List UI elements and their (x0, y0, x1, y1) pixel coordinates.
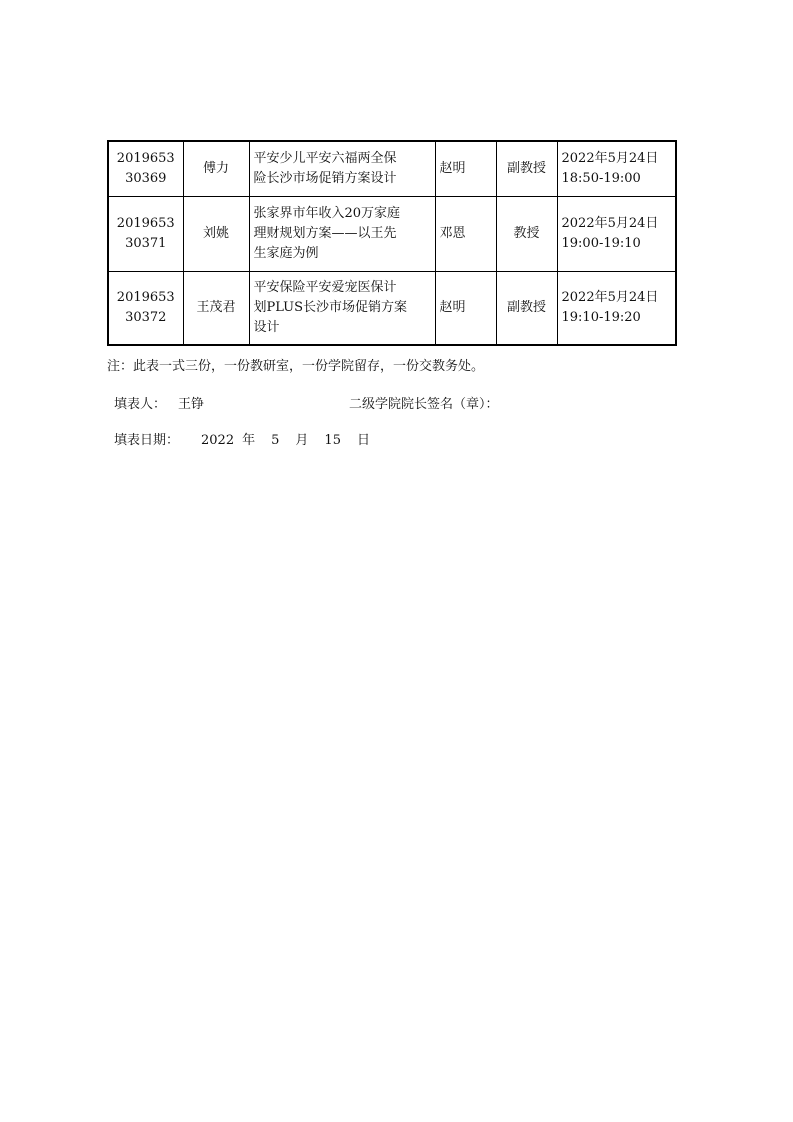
defense-time-cell: 2022年5月24日 19:10-19:20 (557, 272, 676, 346)
fill-date-day-unit: 日 (356, 433, 370, 448)
student-id-cell: 2019653 30372 (108, 272, 183, 346)
student-id-cell: 2019653 30371 (108, 197, 183, 272)
table-row (108, 197, 676, 272)
thesis-title-cell: 平安保险平安爱宠医保计 划PLUS长沙市场促销方案 设计 (249, 272, 435, 346)
fill-date-day: 15 (324, 433, 341, 448)
advisor-cell: 邓恩 (435, 197, 496, 272)
advisor-rank-cell: 副教授 (496, 272, 557, 346)
fill-date-month-unit: 月 (295, 433, 309, 448)
fill-date-label: 填表日期： (114, 433, 180, 448)
student-name-cell: 王茂君 (183, 272, 249, 346)
distribution-note: 注：此表一式三份，一份教研室，一份学院留存，一份交教务处。 (107, 359, 485, 374)
defense-time-cell: 2022年5月24日 18:50-19:00 (557, 141, 676, 197)
thesis-title-cell: 平安少儿平安六福两全保 险长沙市场促销方案设计 (249, 141, 435, 197)
fill-date-line (114, 429, 370, 448)
advisor-rank-cell: 副教授 (496, 141, 557, 197)
filler-name: 王铮 (178, 397, 205, 412)
student-id-cell: 2019653 30369 (108, 141, 183, 197)
fill-date-year-unit: 年 (242, 433, 256, 448)
student-name-cell: 刘姚 (183, 197, 249, 272)
filler-label: 填表人： (114, 397, 167, 412)
thesis-title-cell: 张家界市年收入20万家庭 理财规划方案——以王先 生家庭为例 (249, 197, 435, 272)
defense-schedule-table (107, 140, 677, 346)
filler-line (114, 393, 204, 412)
fill-date-year: 2022 (201, 433, 235, 448)
advisor-rank-cell: 教授 (496, 197, 557, 272)
defense-time-cell: 2022年5月24日 19:00-19:10 (557, 197, 676, 272)
dean-signature-label: 二级学院院长签名（章）： (349, 397, 499, 412)
advisor-cell: 赵明 (435, 141, 496, 197)
student-name-cell: 傅力 (183, 141, 249, 197)
advisor-cell: 赵明 (435, 272, 496, 346)
table-row (108, 141, 676, 197)
table-row (108, 272, 676, 346)
fill-date-month: 5 (271, 433, 280, 448)
